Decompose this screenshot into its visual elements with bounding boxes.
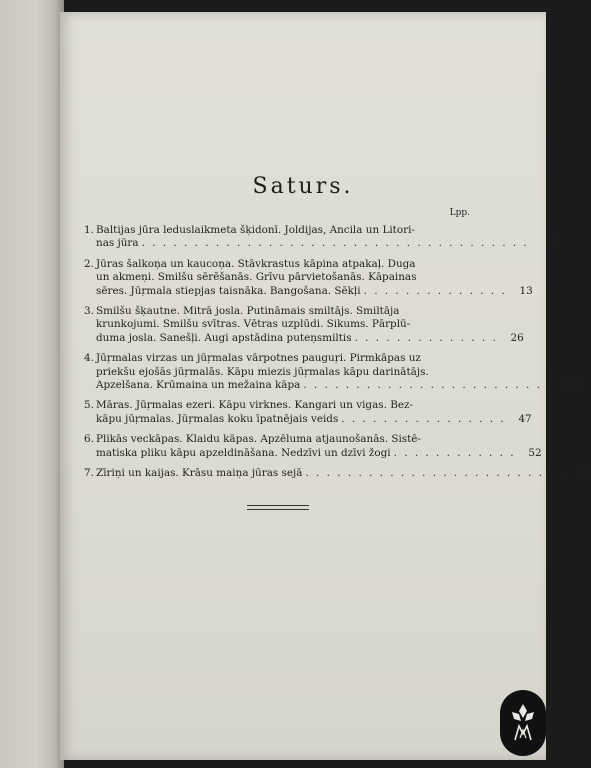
entry-number: 3. [84,305,94,318]
leader-dots: . . . . . . . . . . . . . . . . [341,412,506,425]
entry-line: kāpu jūŗmalas. Jūŗmalas koku īpatnējais veids [96,412,339,425]
toc-entry [84,352,579,392]
entry-line: Plikās veckāpas. Klaidu kāpas. Apzēluma atjaunošanās. Sistē- [96,433,421,446]
entry-page: 26 [510,331,524,344]
toc-entry [84,257,533,298]
entry-number: 6. [84,433,94,446]
table-of-contents [84,224,591,488]
toc-entry [84,433,542,460]
entry-line: un akmeņi. Smilšu sērēšanās. Grīvu pārvietošanās. Kāpainas [96,271,417,284]
entry-line: Māras. Jūŗmalas ezeri. Kāpu virknes. Kangari un vigas. Bez- [96,399,413,412]
entry-page: 58 [578,467,591,480]
leader-dots: . . . . . . . . . . . . . . [354,331,498,344]
entry-line: duma josla. Sanešļi. Augi apstādina puteņsmiltis [96,331,352,344]
toc-entry [84,305,524,345]
entry-line: Smilšu šķautne. Mitrā josla. Putināmais smiltājs. Smiltāja [96,305,400,318]
watermark-logo [500,690,546,756]
entry-line: Zīriņi un kaijas. Krāsu maiņa jūras sejā [96,467,303,480]
entry-number: 1. [84,224,94,236]
entry-line: nas jūra [96,237,139,250]
entry-number: 4. [84,352,94,365]
entry-number: 7. [84,467,94,480]
entry-page: 8 [548,237,555,250]
toc-entry [84,399,532,426]
decorative-rule [247,505,309,510]
entry-page: 52 [528,446,542,459]
entry-line: Jūras šalkoņa un kaucoņa. Stāvkrastus kāpina atpakaļ. Duga [96,257,416,270]
entry-line: Apzelšana. Krūmaina un mežaina kāpa [96,379,301,392]
left-page-edge [0,0,64,768]
entry-number: 2. [84,257,94,270]
ornament-icon [508,702,538,744]
entry-line: Jūŗmalas virzas un jūŗmalas vārpotnes pauguŗi. Pirmkāpas uz [96,352,421,365]
leader-dots: . . . . . . . . . . . . . . [363,284,507,297]
entry-line: sēres. Jūŗmala stiepjas taisnāka. Bangošana. Sēkļi [96,284,361,297]
entry-line: krunkojumi. Smilšu svītras. Vētras uzplūdi. Sikums. Pārplū- [96,318,411,331]
leader-dots: . . . . . . . . . . . . . . . . . . . . . . . . . [305,467,566,480]
entry-line: Baltijas jūra leduslaikmeta šķidonī. Joldijas, Ancila un Litori- [96,224,415,236]
page-title: Saturs. [252,174,354,199]
entry-line: priekšu ejošās jūŗmalās. Kāpu miezis jūŗmalas kāpu darinātājs. [96,365,429,378]
entry-page: 47 [518,412,532,425]
leader-dots: . . . . . . . . . . . . [393,446,516,459]
entry-page: 33 [565,379,579,392]
toc-entry [84,467,591,480]
entry-number: 5. [84,399,94,412]
leader-dots: . . . . . . . . . . . . . . . . . . . . . . . . . . . . . . . . . . . . . [141,237,529,250]
page-column-header: Lpp. [449,208,470,218]
leader-dots: . . . . . . . . . . . . . . . . . . . . . . . . [303,379,553,392]
toc-entry [84,224,555,251]
book-page [60,12,591,760]
entry-page: 13 [519,284,533,297]
entry-line: matiska pliku kāpu apzeldināšana. Nedzīvi un dzīvi žogi [96,446,391,459]
